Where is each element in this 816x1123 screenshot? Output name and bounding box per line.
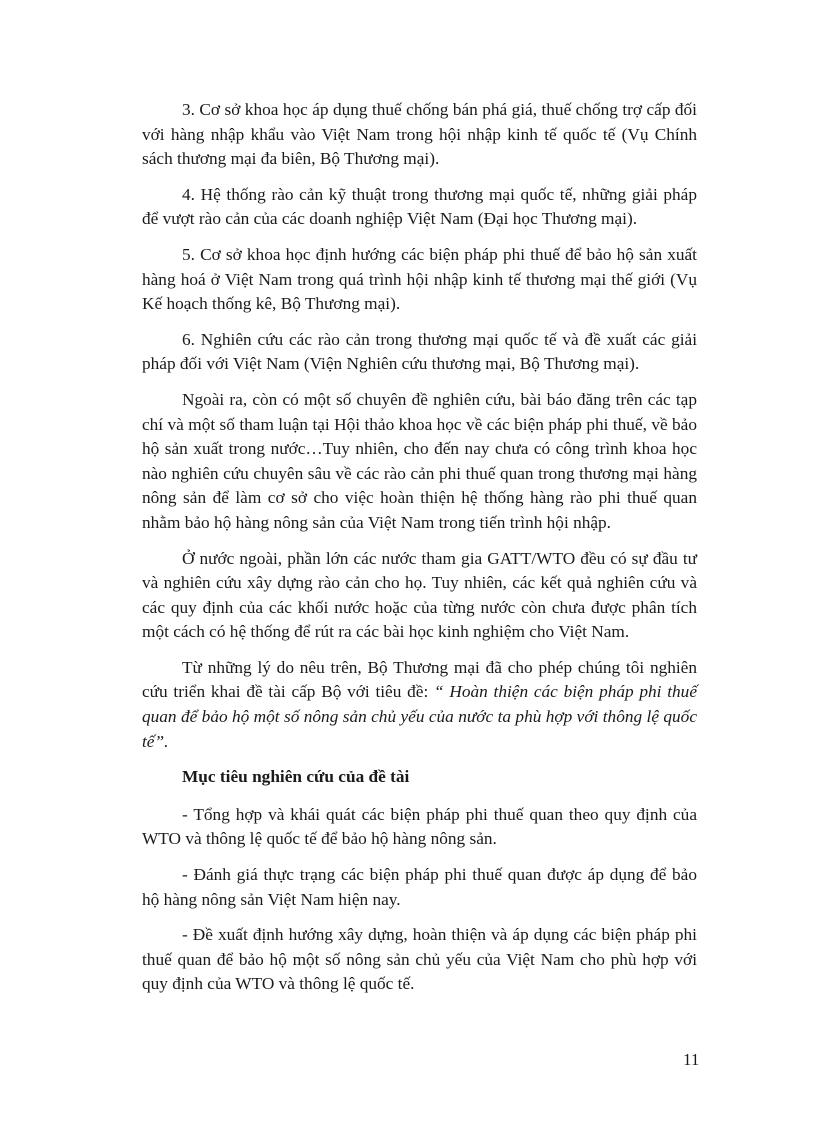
paragraph-topic <box>142 656 697 754</box>
topic-title-italic: “ Hoàn thiện các biện pháp phi thuế quan để bảo hộ một số nông sản chủ yếu của nước ta phù hợp với thông lệ quốc tế”. <box>142 682 697 751</box>
page-number: 11 <box>683 1050 700 1069</box>
objectives-heading: Mục tiêu nghiên cứu của đề tài <box>182 767 410 787</box>
objective-item-2: - Đánh giá thực trạng các biện pháp phi thuế quan được áp dụng để bảo hộ hàng nông sản Việt Nam hiện nay. <box>142 865 697 909</box>
topic-lead-text: Từ những lý do nêu trên, Bộ Thương mại đã cho phép chúng tôi nghiên cứu triển khai đề tài cấp Bộ với tiêu đề: <box>142 657 697 702</box>
objective-item-3: - Đề xuất định hướng xây dựng, hoàn thiện và áp dụng các biện pháp phi thuế quan để bảo hộ một số nông sản chủ yếu của Việt Nam cho phù hợp với quy định của WTO và thông lệ quốc tế. <box>142 925 697 994</box>
paragraph-foreign-studies: Ở nước ngoài, phần lớn các nước tham gia GATT/WTO đều có sự đầu tư và nghiên cứu xây dựng rào cản cho họ. Tuy nhiên, các kết quả nghiên cứu và các quy định của các khối nước hoặc của từng nước còn chưa được phân tích một cách có hệ thống để rút ra các bài học kinh nghiệm cho Việt Nam. <box>142 548 697 642</box>
paragraph-item-6: 6. Nghiên cứu các rào cản trong thương mại quốc tế và đề xuất các giải pháp đối với Việt Nam (Viện Nghiên cứu thương mại, Bộ Thương mại). <box>142 329 697 374</box>
paragraph-other-studies: Ngoài ra, còn có một số chuyên đề nghiên cứu, bài báo đăng trên các tạp chí và một số tham luận tại Hội thảo khoa học về các biện pháp phi thuế, về bảo hộ sản xuất trong nước…Tuy nhiên, cho đến nay chưa có công trình khoa học nào nghiên cứu chuyên sâu về các rào cản phi thuế quan trong thương mại hàng nông sản để làm cơ sở cho việc hoàn thiện hệ thống hàng rào phi thuế quan nhằm bảo hộ hàng nông sản của Việt Nam trong tiến trình hội nhập. <box>142 389 697 532</box>
document-page <box>142 98 697 1008</box>
paragraph-item-3: 3. Cơ sở khoa học áp dụng thuế chống bán phá giá, thuế chống trợ cấp đối với hàng nhập khẩu vào Việt Nam trong hội nhập kinh tế quốc tế (Vụ Chính sách thương mại đa biên, Bộ Thương mại). <box>142 100 697 169</box>
objective-item-1: - Tổng hợp và khái quát các biện pháp phi thuế quan theo quy định của WTO và thông lệ quốc tế để bảo hộ hàng nông sản. <box>142 804 697 849</box>
paragraph-item-5: 5. Cơ sở khoa học định hướng các biện pháp phi thuế để bảo hộ sản xuất hàng hoá ở Việt Nam trong quá trình hội nhập kinh tế thương mại thế giới (Vụ Kế hoạch thống kê, Bộ Thương mại). <box>142 244 697 314</box>
paragraph-item-4: 4. Hệ thống rào cản kỹ thuật trong thương mại quốc tế, những giải pháp để vượt rào cản của các doanh nghiệp Việt Nam (Đại học Thương mại). <box>142 184 697 229</box>
